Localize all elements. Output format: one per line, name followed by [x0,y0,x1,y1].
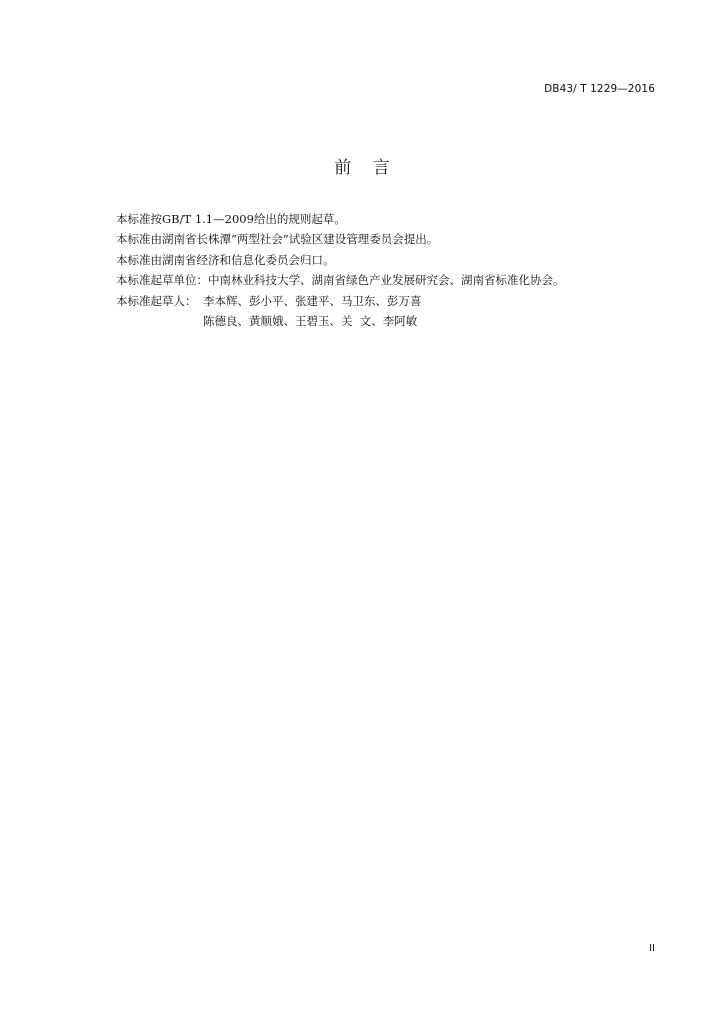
body-line-drafting-rules: 本标准按GB/T 1.1—2009给出的规则起草。 [116,212,346,226]
body-line-administrator: 本标准由湖南省经济和信息化委员会归口。 [116,252,335,267]
drafters-names-line-2: 陈德良、黄顺娥、王碧玉、关 文、李阿敏 [203,314,418,329]
body-line-drafting-units: 本标准起草单位：中南林业科技大学、湖南省绿色产业发展研究会、湖南省标准化协会。 [116,273,565,288]
drafters-label: 本标准起草人： [116,293,197,308]
drafters-row [116,291,565,311]
drafters-row-continued [116,311,565,331]
drafters-names-line-1: 李本辉、彭小平、张建平、马卫东、彭万喜 [203,293,422,308]
page-number: II [649,943,655,954]
body-line-proposer: 本标准由湖南省长株潭“两型社会”试验区建设管理委员会提出。 [116,232,439,247]
standard-code: DB43/ T 1229—2016 [544,83,655,95]
foreword-body [116,209,565,331]
page-title: 前 言 [334,158,390,178]
